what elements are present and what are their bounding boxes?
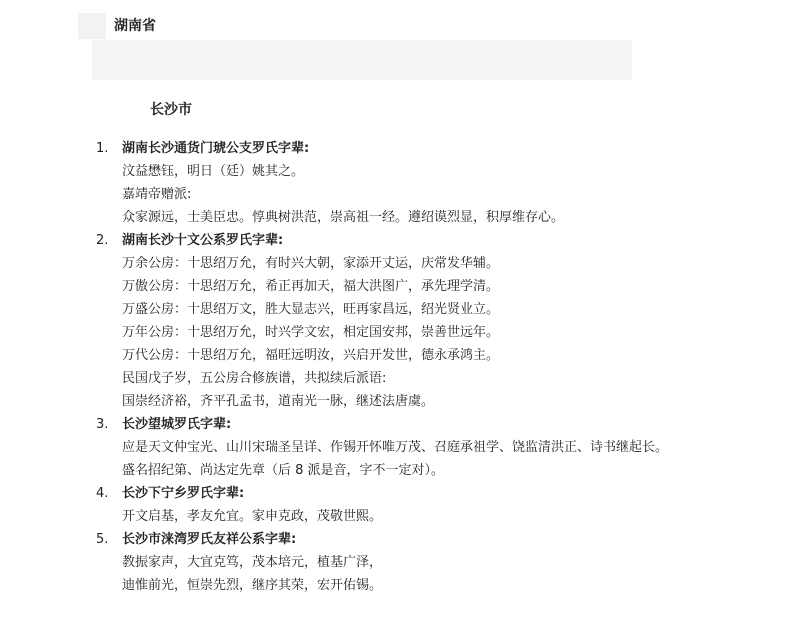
entry-list [0, 137, 786, 597]
entry-number: 3. [96, 417, 109, 432]
province-marker [78, 13, 106, 39]
entry-title: 长沙望城罗氏字辈: [122, 417, 232, 432]
entry-line: 嘉靖帝赠派: [122, 187, 192, 202]
entry-title: 湖南长沙十文公系罗氏字辈: [122, 233, 284, 248]
list-item [0, 137, 786, 229]
entry-line: 汶益懋钰，明日（廷）姚其之。 [122, 164, 305, 179]
entry-title: 湖南长沙通货门琥公支罗氏字辈: [122, 141, 310, 156]
entry-line: 民国戊子岁，五公房合修族谱，共拟续后派语: [122, 371, 387, 386]
province-title: 湖南省 [114, 18, 156, 34]
entry-line: 万盛公房：十思绍万文，胜大显志兴，旺再家昌远，绍光贤业立。 [122, 302, 500, 317]
entry-line: 迪惟前光，恒崇先烈，继序其荣，宏开佑锡。 [122, 578, 383, 593]
header-band [92, 40, 632, 80]
entry-heading [0, 482, 786, 505]
entry-heading [0, 229, 786, 252]
list-item [0, 482, 786, 528]
entry-line: 应是天文仲宝光、山川宋瑞圣呈详、作锡开怀唯万茂、召庭承祖学、饶监清洪正、诗书继起长。 [122, 440, 669, 455]
entry-line: 万代公房：十思绍万允，福旺远明汝，兴启开发世，德永承鸿主。 [122, 348, 500, 363]
entry-number: 1. [96, 141, 109, 156]
entry-title: 长沙下宁乡罗氏字辈: [122, 486, 245, 501]
entry-heading [0, 413, 786, 436]
entry-line: 众家源远，士美臣忠。惇典树洪范，崇高祖一经。遵绍谟烈显，积厚维存心。 [122, 210, 565, 225]
entry-line: 万傲公房：十思绍万允，希正再加天，福大洪图广，承先理学清。 [122, 279, 500, 294]
entry-line: 开文启基，孝友允宜。家申克政，茂敬世熙。 [122, 509, 383, 524]
entry-number: 2. [96, 233, 109, 248]
entry-number: 4. [96, 486, 109, 501]
list-item [0, 229, 786, 413]
entry-title: 长沙市涞湾罗氏友祥公系字辈: [122, 532, 297, 547]
entry-line: 盛名招纪第、尚达定先章（后 8 派是音，字不一定对）。 [122, 463, 445, 478]
list-item [0, 413, 786, 482]
entry-line: 万年公房：十思绍万允，时兴学文宏，相定国安邦，崇善世远年。 [122, 325, 500, 340]
entry-line: 国崇经济裕，齐平孔孟书，道南光一脉，继述法唐虞。 [122, 394, 435, 409]
entry-number: 5. [96, 532, 109, 547]
list-item [0, 528, 786, 597]
entry-heading [0, 137, 786, 160]
entry-line: 教振家声，大宜克笃，茂本培元，植基广泽， [122, 555, 383, 570]
city-title: 长沙市 [150, 102, 192, 118]
entry-heading [0, 528, 786, 551]
entry-line: 万余公房：十思绍万允，有时兴大朝，家添开丈运，庆常发华辅。 [122, 256, 500, 271]
